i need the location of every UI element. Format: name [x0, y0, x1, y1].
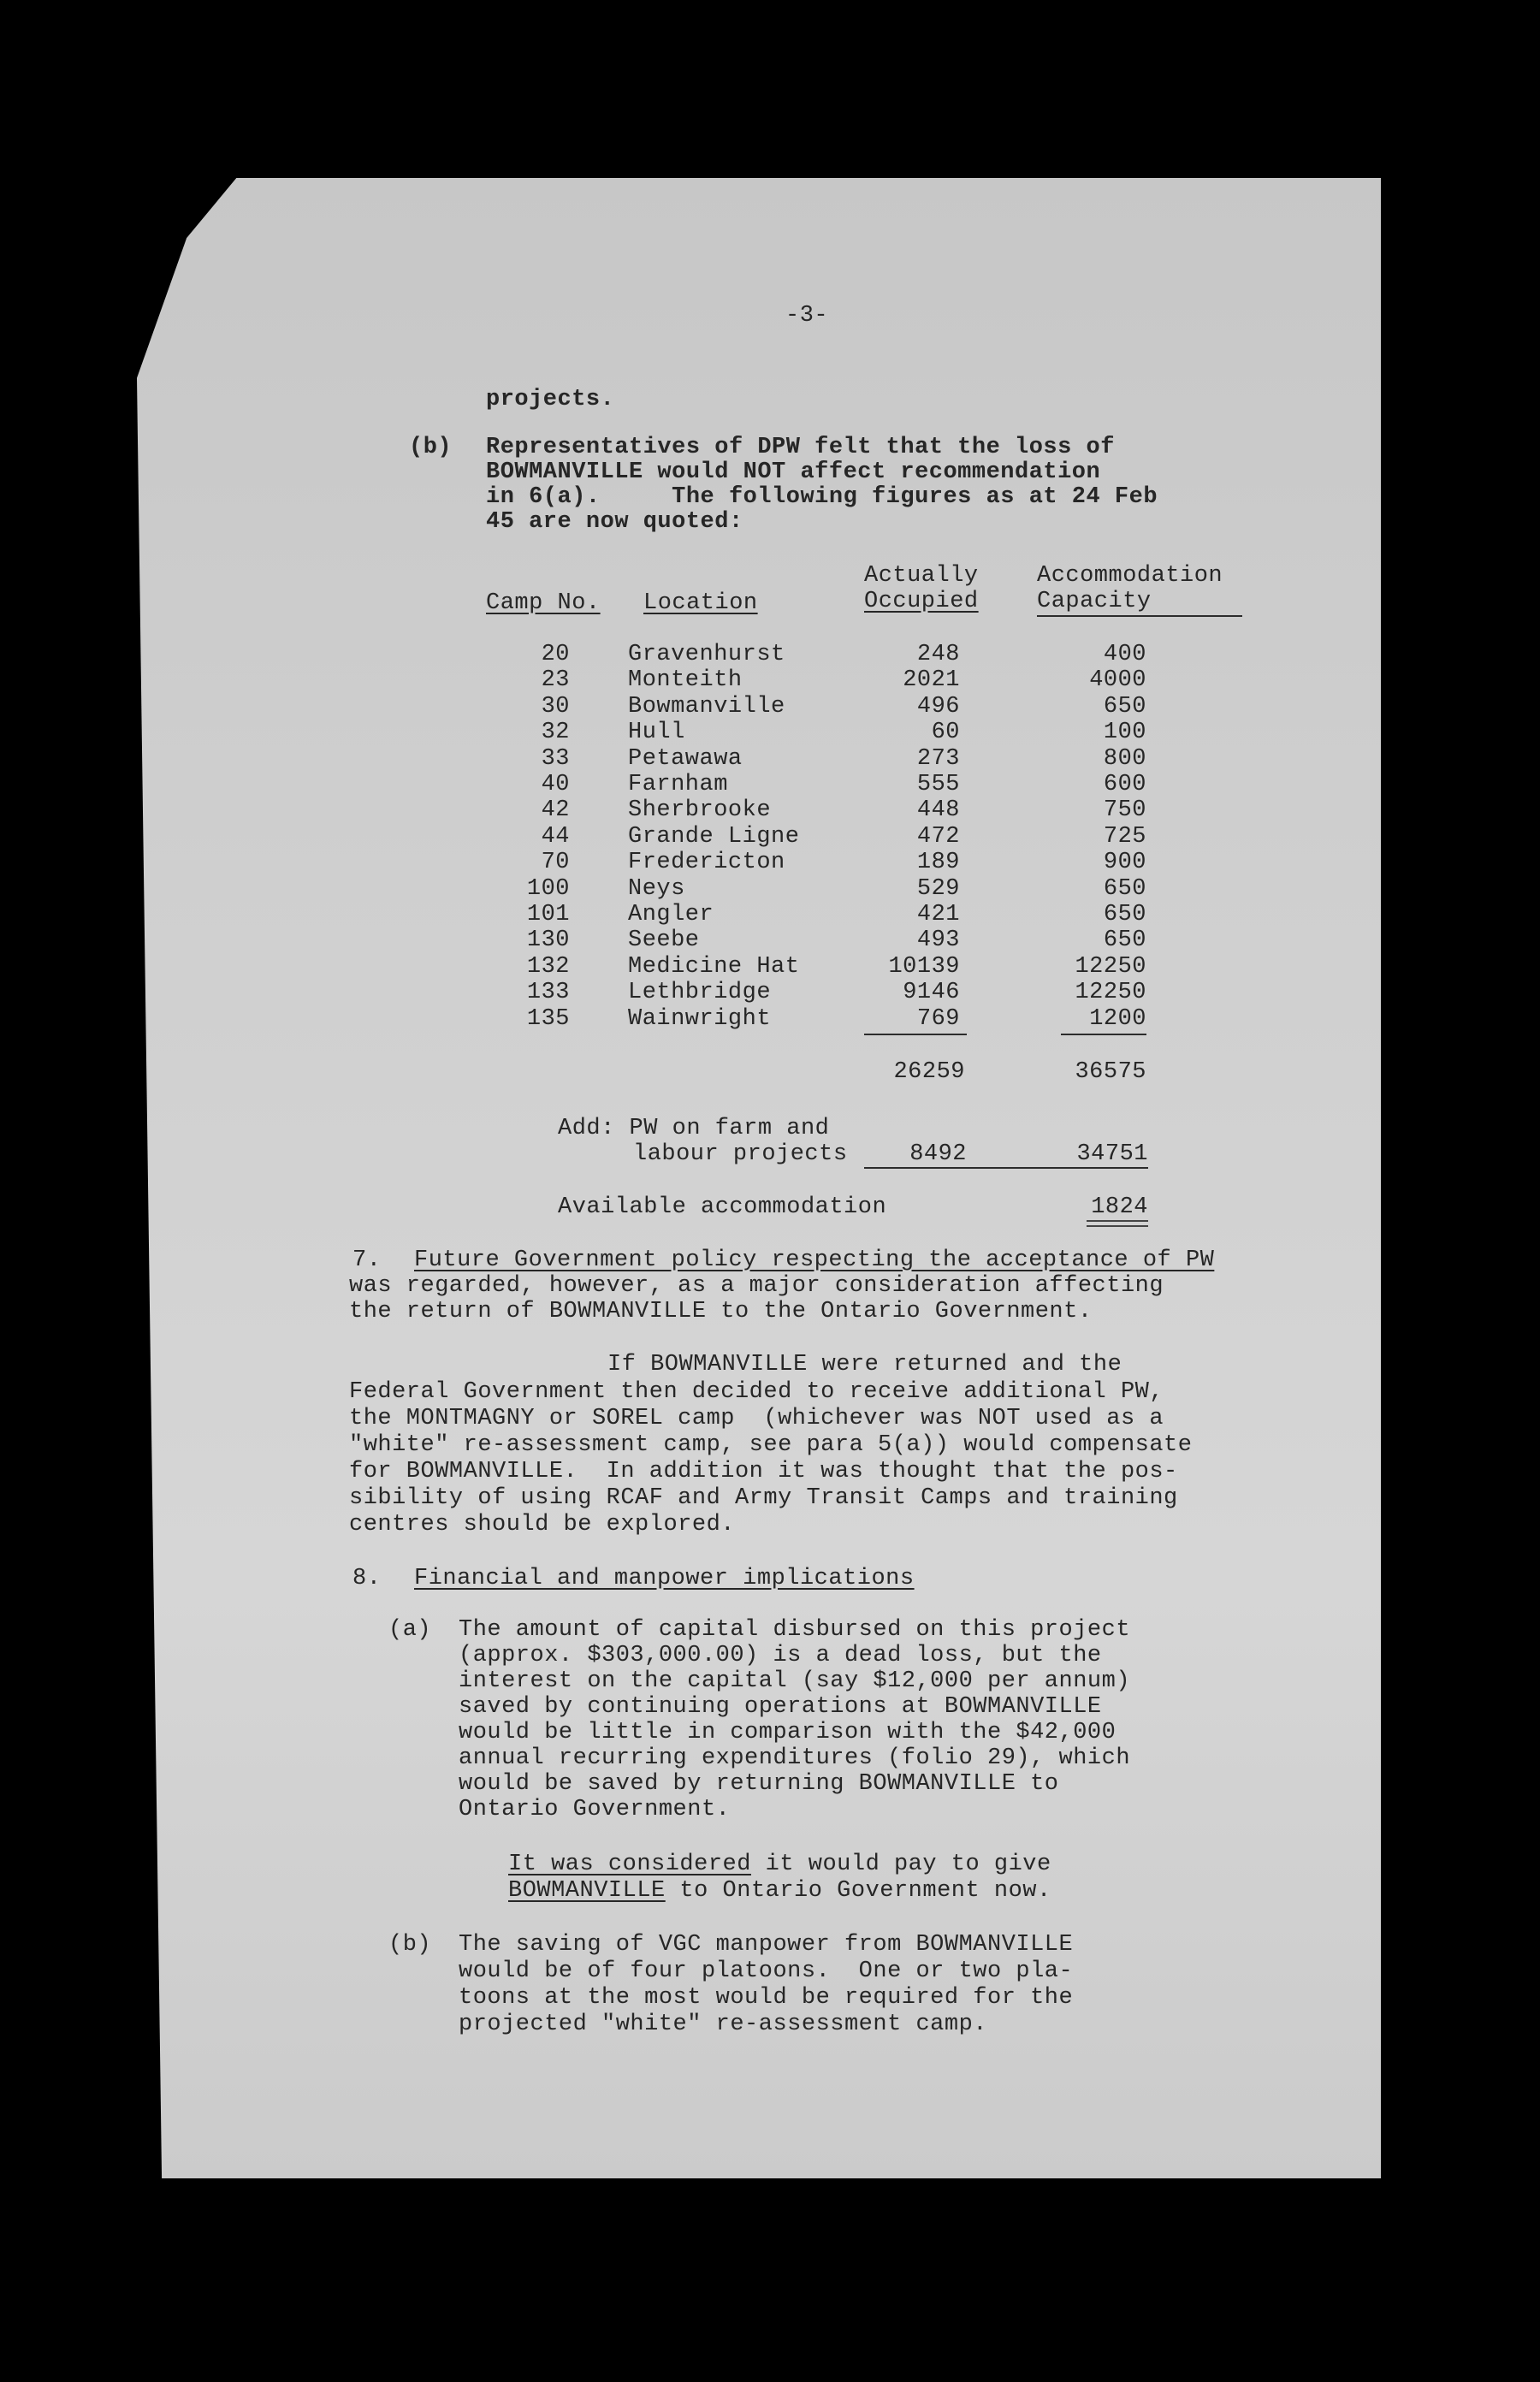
para-8a-line: The amount of capital disbursed on this project	[459, 1617, 1131, 1643]
conclusion-rest2: to Ontario Government now.	[665, 1878, 1051, 1904]
camp-number-cell: 32	[541, 720, 570, 745]
para-8a-conclusion-line1	[508, 1852, 1051, 1878]
camp-number-cell: 40	[541, 772, 570, 797]
location-cell: Lethbridge	[628, 980, 772, 1005]
para-8a-line: (approx. $303,000.00) is a dead loss, but the	[459, 1643, 1102, 1668]
para-8a-line: would be little in comparison with the $42,000	[459, 1720, 1116, 1745]
para-7-sub-line: Federal Government then decided to receive additional PW,	[349, 1379, 1164, 1405]
para-8b-line: The saving of VGC manpower from BOWMANVILLE	[459, 1932, 1074, 1958]
add-occupied: 8492	[909, 1141, 967, 1167]
para-7-sub-line: sibility of using RCAF and Army Transit Camps and training	[349, 1485, 1178, 1511]
camp-number-cell: 23	[541, 667, 570, 693]
header-capacity-line2: Capacity	[1037, 589, 1152, 614]
capacity-cell: 650	[1103, 927, 1146, 953]
para-7-sub-line: "white" re-assessment camp, see para 5(a)) would compensate	[349, 1432, 1193, 1458]
location-cell: Fredericton	[628, 850, 785, 875]
para-8b-line: would be of four platoons. One or two pla-	[459, 1958, 1074, 1984]
camp-number-cell: 20	[541, 642, 570, 667]
conclusion-underlined: It was considered	[508, 1852, 751, 1877]
para-b-line: in 6(a). The following figures as at 24 Feb	[486, 484, 1158, 510]
para-8a-line: interest on the capital (say $12,000 per annum)	[459, 1668, 1131, 1694]
capacity-cell: 650	[1103, 694, 1146, 720]
occupied-cell: 189	[916, 850, 960, 875]
header-occupied-line2: Occupied	[864, 589, 979, 614]
para-8a-label: (a)	[388, 1617, 432, 1643]
capacity-cell: 12250	[1075, 954, 1146, 980]
capacity-cell: 900	[1103, 850, 1146, 875]
available-label: Available accommodation	[558, 1194, 887, 1220]
capacity-cell: 400	[1103, 642, 1146, 667]
capacity-cell: 800	[1103, 746, 1146, 772]
camp-number-cell: 70	[541, 850, 570, 875]
occupied-cell: 60	[931, 720, 960, 745]
occupied-cell: 9146	[903, 980, 960, 1005]
conclusion-rest: it would pay to give	[750, 1852, 1051, 1877]
para-7-heading: Future Government policy respecting the acceptance of PW	[414, 1247, 1215, 1273]
capacity-cell: 100	[1103, 720, 1146, 745]
capacity-total-rule	[1061, 1034, 1146, 1035]
para-8-number: 8.	[352, 1566, 382, 1591]
camp-number-cell: 133	[526, 980, 570, 1005]
available-value: 1824	[1091, 1194, 1148, 1220]
capacity-cell: 650	[1103, 876, 1146, 902]
location-cell: Petawawa	[628, 746, 743, 772]
para-8a-conclusion-line2	[508, 1878, 1051, 1905]
add-underline	[864, 1167, 1148, 1169]
camp-number-cell: 100	[526, 876, 570, 902]
para-8-heading: Financial and manpower implications	[414, 1566, 915, 1591]
occupied-cell: 555	[916, 772, 960, 797]
camp-number-cell: 101	[526, 902, 570, 927]
occupied-cell: 472	[916, 824, 960, 850]
occupied-cell: 529	[916, 876, 960, 902]
occupied-cell: 273	[916, 746, 960, 772]
location-cell: Seebe	[628, 927, 700, 953]
location-cell: Angler	[628, 902, 714, 927]
header-occupied-line1: Actually	[864, 563, 979, 589]
para-b-line: Representatives of DPW felt that the loss of	[486, 435, 1115, 460]
para-7-line: the return of BOWMANVILLE to the Ontario Government.	[349, 1299, 1093, 1324]
occupied-cell: 10139	[888, 954, 960, 980]
header-capacity-underline	[1037, 615, 1242, 617]
occupied-cell: 493	[916, 927, 960, 953]
location-cell: Farnham	[628, 772, 728, 797]
occupied-cell: 2021	[903, 667, 960, 693]
camp-number-cell: 42	[541, 797, 570, 823]
camp-number-cell: 135	[526, 1006, 570, 1032]
capacity-cell: 600	[1103, 772, 1146, 797]
para-7-sub-line: the MONTMAGNY or SOREL camp (whichever was NOT used as a	[349, 1406, 1164, 1431]
add-capacity: 34751	[1076, 1141, 1148, 1167]
camp-number-cell: 130	[526, 927, 570, 953]
location-cell: Hull	[628, 720, 685, 745]
camp-number-cell: 132	[526, 954, 570, 980]
location-cell: Sherbrooke	[628, 797, 772, 823]
para-b-label: (b)	[409, 435, 453, 460]
para-7-line: was regarded, however, as a major consideration affecting	[349, 1273, 1164, 1299]
camp-number-cell: 33	[541, 746, 570, 772]
para-8a-line: saved by continuing operations at BOWMANVILLE	[459, 1694, 1102, 1720]
para-b-line: 45 are now quoted:	[486, 509, 743, 535]
occupied-cell: 496	[916, 694, 960, 720]
para-8a-line: Ontario Government.	[459, 1797, 731, 1822]
capacity-cell: 4000	[1089, 667, 1146, 693]
occupied-total-rule	[864, 1034, 967, 1035]
available-double-rule	[1087, 1220, 1148, 1227]
para-7-sub-line: for BOWMANVILLE. In addition it was thought that the pos-	[349, 1459, 1178, 1484]
para-7-sub-line: centres should be explored.	[349, 1512, 735, 1538]
occupied-cell: 248	[916, 642, 960, 667]
header-location: Location	[643, 590, 758, 616]
conclusion-underlined-name: BOWMANVILLE	[508, 1878, 666, 1904]
header-capacity-line1: Accommodation	[1037, 563, 1223, 589]
occupied-cell: 448	[916, 797, 960, 823]
capacity-cell: 650	[1103, 902, 1146, 927]
capacity-cell: 750	[1103, 797, 1146, 823]
para-7-number: 7.	[352, 1247, 382, 1273]
capacity-cell: 1200	[1089, 1006, 1146, 1032]
page-number: -3-	[785, 303, 829, 329]
capacity-cell: 12250	[1075, 980, 1146, 1005]
para-7-sub-line: If BOWMANVILLE were returned and the	[607, 1352, 1122, 1378]
camp-number-cell: 44	[541, 824, 570, 850]
header-camp-no: Camp No.	[486, 590, 601, 616]
add-label-line2: labour projects	[633, 1141, 848, 1167]
para-8a-line: would be saved by returning BOWMANVILLE to	[459, 1771, 1059, 1797]
camp-number-cell: 30	[541, 694, 570, 720]
location-cell: Wainwright	[628, 1006, 772, 1032]
capacity-cell: 725	[1103, 824, 1146, 850]
intro-text: projects.	[486, 387, 615, 412]
add-label-line1: Add: PW on farm and	[558, 1116, 830, 1141]
location-cell: Medicine Hat	[628, 954, 800, 980]
occupied-cell: 769	[916, 1006, 960, 1032]
para-8a-line: annual recurring expenditures (folio 29), which	[459, 1745, 1131, 1771]
para-b-line: BOWMANVILLE would NOT affect recommendation	[486, 459, 1101, 485]
location-cell: Monteith	[628, 667, 743, 693]
total-occupied: 26259	[893, 1059, 965, 1085]
total-capacity: 36575	[1075, 1059, 1146, 1085]
location-cell: Grande Ligne	[628, 824, 800, 850]
para-8b-label: (b)	[388, 1932, 432, 1958]
location-cell: Neys	[628, 876, 685, 902]
occupied-cell: 421	[916, 902, 960, 927]
location-cell: Bowmanville	[628, 694, 785, 720]
location-cell: Gravenhurst	[628, 642, 785, 667]
para-8b-line: toons at the most would be required for the	[459, 1985, 1074, 2011]
para-8b-line: projected "white" re-assessment camp.	[459, 2012, 987, 2037]
